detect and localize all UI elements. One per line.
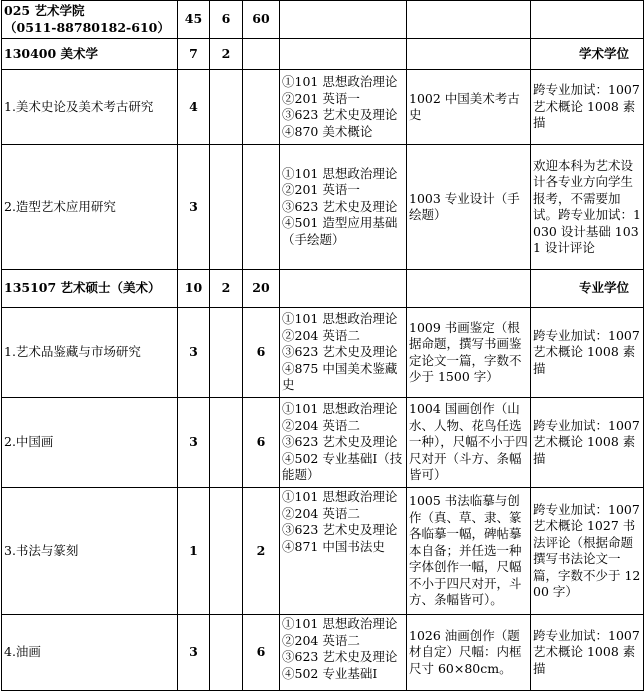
exam-subject: ①101 思想政治理论 <box>282 616 398 631</box>
exam-subject: ④502 专业基础Ⅰ <box>282 665 378 681</box>
direction-count-1: 3 <box>178 615 210 691</box>
major-count-3: 20 <box>243 270 280 308</box>
college-phone: （0511-88780182-610） <box>4 19 170 35</box>
major-name: 130400 美术学 <box>2 39 178 70</box>
direction-name: 1.艺术品鉴藏与市场研究 <box>2 308 178 398</box>
direction-name: 4.油画 <box>2 615 178 691</box>
exam-subjects <box>280 398 407 488</box>
retest-subject: 1004 国画创作（山水、人物、花鸟任选一种），尺幅不小于四尺对开（斗方、条幅皆可） <box>407 398 531 488</box>
direction-count-3: 6 <box>243 308 280 398</box>
direction-row <box>2 398 644 488</box>
major-count-1: 7 <box>178 39 210 70</box>
college-name: 025 艺术学院 <box>4 3 85 18</box>
exam-subject: ②204 英语二 <box>282 327 360 343</box>
exam-subjects <box>280 308 407 398</box>
retest-subject: 1002 中国美术考古史 <box>407 70 531 145</box>
college-count-2: 6 <box>210 1 243 39</box>
remark: 欢迎本科为艺术设计各专业方向学生报考，不需要加试。跨专业加试：1030 设计基础 1031 设计评论 <box>531 145 644 270</box>
exam-subject: ②204 英语二 <box>282 505 360 521</box>
exam-subject: ①101 思想政治理论 <box>282 311 398 327</box>
exam-subject: ②204 英语二 <box>282 632 360 648</box>
college-count-3: 60 <box>243 1 280 39</box>
retest-subject: 1009 书画鉴定（根据命题，撰写书画鉴定论文一篇，字数不少于 1500 字） <box>407 308 531 398</box>
exam-subjects <box>280 145 407 270</box>
direction-name: 2.造型艺术应用研究 <box>2 145 178 270</box>
direction-count-3: 6 <box>243 398 280 488</box>
direction-count-1: 3 <box>178 398 210 488</box>
degree-type: 专业学位 <box>531 270 644 308</box>
direction-row <box>2 488 644 615</box>
direction-count-1: 4 <box>178 70 210 145</box>
direction-count-1: 3 <box>178 308 210 398</box>
remark: 跨专业加试：1007 艺术概论 1027 书法评论（根据命题撰写书法论文一篇，字数不少于 1200 字） <box>531 488 644 615</box>
major-row <box>2 270 644 308</box>
exam-subject: ④870 美术概论 <box>282 123 373 139</box>
exam-subject: ①101 思想政治理论 <box>282 401 398 417</box>
retest-subject: 1026 油画创作（题材自定）尺幅：内框尺寸 60×80cm。 <box>407 615 531 691</box>
remark: 跨专业加试：1007 艺术概论 1008 素描 <box>531 308 644 398</box>
enrollment-table <box>1 0 644 691</box>
exam-subject: ③623 艺术史及理论 <box>282 344 398 360</box>
degree-type: 学术学位 <box>531 39 644 70</box>
major-count-2: 2 <box>210 270 243 308</box>
remark: 跨专业加试：1007 艺术概论 1008 素描 <box>531 70 644 145</box>
major-name: 135107 艺术硕士（美术） <box>2 270 178 308</box>
exam-subject: ①101 思想政治理论 <box>282 74 398 89</box>
college-name-cell <box>2 1 178 39</box>
retest-subject: 1003 专业设计（手绘题） <box>407 145 531 270</box>
exam-subject: ③623 艺术史及理论 <box>282 198 398 214</box>
exam-subject: ①101 思想政治理论 <box>282 489 398 504</box>
major-count-2: 2 <box>210 39 243 70</box>
exam-subject: ②204 英语二 <box>282 417 360 433</box>
direction-row <box>2 308 644 398</box>
direction-row <box>2 145 644 270</box>
direction-name: 3.书法与篆刻 <box>2 488 178 615</box>
direction-count-3: 2 <box>243 488 280 615</box>
major-count-1: 10 <box>178 270 210 308</box>
exam-subject: ④502 专业基础Ⅰ（技能题） <box>282 450 403 483</box>
remark: 跨专业加试：1007 艺术概论 1008 素描 <box>531 398 644 488</box>
college-row <box>2 1 644 39</box>
direction-count-1: 3 <box>178 145 210 270</box>
direction-row <box>2 615 644 691</box>
exam-subject: ④871 中国书法史 <box>282 538 385 554</box>
college-count-1: 45 <box>178 1 210 39</box>
exam-subjects <box>280 70 407 145</box>
remark: 跨专业加试：1007 艺术概论 1008 素描 <box>531 615 644 691</box>
exam-subject: ③623 艺术史及理论 <box>282 522 398 537</box>
retest-subject: 1005 书法临摹与创作（真、草、隶、篆各临摹一幅，碑帖摹本自备；并任选一种字体创作一幅，尺幅不小于四尺对开，斗方、条幅皆可）。 <box>407 488 531 615</box>
direction-name: 1.美术史论及美术考古研究 <box>2 70 178 145</box>
exam-subject: ③623 艺术史及理论 <box>282 649 398 664</box>
exam-subject: ③623 艺术史及理论 <box>282 434 398 450</box>
exam-subject: ①101 思想政治理论 <box>282 165 398 181</box>
exam-subjects <box>280 488 407 615</box>
exam-subject: ④501 造型应用基础（手绘题） <box>282 215 398 247</box>
exam-subjects <box>280 615 407 691</box>
exam-subject: ③623 艺术史及理论 <box>282 107 398 122</box>
direction-count-1: 1 <box>178 488 210 615</box>
exam-subject: ②201 英语一 <box>282 90 360 106</box>
direction-row <box>2 70 644 145</box>
exam-subject: ②201 英语一 <box>282 182 360 198</box>
direction-name: 2.中国画 <box>2 398 178 488</box>
direction-count-3: 6 <box>243 615 280 691</box>
exam-subject: ④875 中国美术鉴藏史 <box>282 360 398 393</box>
major-row <box>2 39 644 70</box>
